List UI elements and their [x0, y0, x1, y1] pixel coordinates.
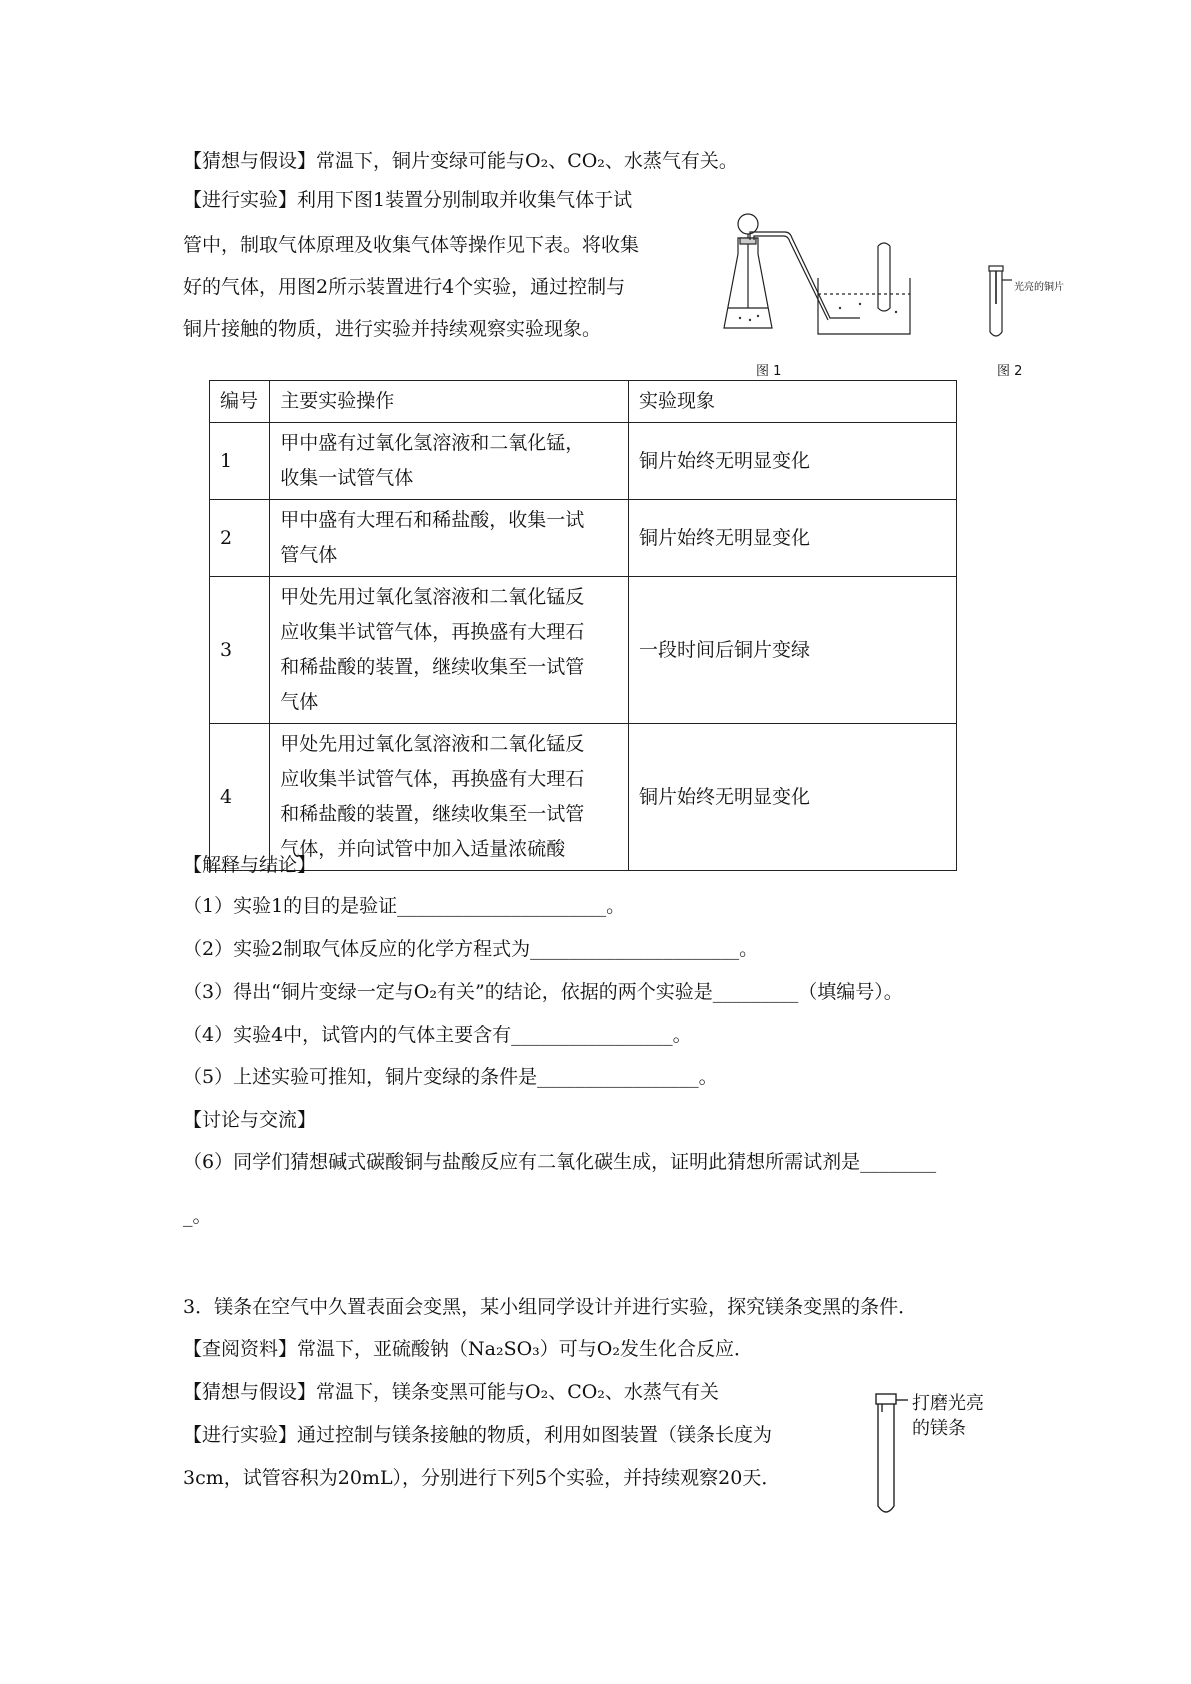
problem-3-intro: 3．镁条在空气中久置表面会变黑，某小组同学设计并进行实验，探究镁条变黑的条件．	[183, 1296, 918, 1318]
header-result: 实验现象	[628, 381, 956, 423]
question-6-line-2: _。	[183, 1205, 212, 1227]
experiment-line-4: 铜片接触的物质，进行实验并持续观察实验现象。	[183, 318, 602, 340]
row-result: 铜片始终无明显变化	[628, 724, 956, 871]
op-line: 气体	[280, 691, 319, 713]
row-result: 铜片始终无明显变化	[628, 500, 956, 577]
experiment-table	[209, 380, 957, 871]
op-line: 应收集半试管气体，再换盛有大理石	[280, 768, 585, 790]
experiment-line-3: 好的气体，用图2所示装置进行4个实验，通过控制与	[183, 276, 626, 298]
table-row	[210, 500, 957, 577]
question-1: （1）实验1的目的是验证______________________。	[183, 895, 626, 917]
figure-1-caption: 图 1	[756, 364, 782, 379]
op-line: 收集一试管气体	[280, 467, 414, 489]
row-operation	[270, 577, 629, 724]
figure-2-caption: 图 2	[997, 364, 1023, 379]
magnesium-label-line-1: 打磨光亮	[912, 1393, 984, 1414]
discussion-heading: 【讨论与交流】	[183, 1109, 317, 1131]
experiment-line-2: 管中，制取气体原理及收集气体等操作见下表。将收集	[183, 234, 640, 256]
op-line: 和稀盐酸的装置，继续收集至一试管	[280, 656, 585, 678]
op-line: 气体，并向试管中加入适量浓硫酸	[280, 838, 566, 860]
problem-3-info: 【查阅资料】常温下，亚硫酸钠（Na₂SO₃）可与O₂发生化合反应．	[183, 1338, 753, 1360]
table-row	[210, 577, 957, 724]
header-no: 编号	[210, 381, 270, 423]
question-5: （5）上述实验可推知，铜片变绿的条件是_________________。	[183, 1066, 718, 1088]
row-result: 铜片始终无明显变化	[628, 423, 956, 500]
figure-2-tube	[984, 264, 1014, 344]
question-6-line-1: （6）同学们猜想碱式碳酸铜与盐酸反应有二氧化碳生成，证明此猜想所需试剂是________	[183, 1151, 937, 1173]
problem-3-experiment-line-1: 【进行实验】通过控制与镁条接触的物质，利用如图装置（镁条长度为	[183, 1424, 773, 1446]
row-operation	[270, 724, 629, 871]
table-header-row	[210, 381, 957, 423]
problem-3-hypothesis: 【猜想与假设】常温下，镁条变黑可能与O₂、CO₂、水蒸气有关	[183, 1381, 719, 1403]
row-no: 4	[210, 724, 270, 871]
row-operation	[270, 500, 629, 577]
op-line: 应收集半试管气体，再换盛有大理石	[280, 621, 585, 643]
figure-1-apparatus	[720, 208, 930, 358]
op-line: 甲中盛有大理石和稀盐酸，收集一试	[280, 509, 585, 531]
question-2: （2）实验2制取气体反应的化学方程式为______________________。	[183, 938, 759, 960]
op-line: 甲处先用过氧化氢溶液和二氧化锰反	[280, 733, 585, 755]
op-line: 甲中盛有过氧化氢溶液和二氧化锰，	[280, 432, 585, 454]
table-row	[210, 423, 957, 500]
table-row	[210, 724, 957, 871]
row-operation	[270, 423, 629, 500]
row-no: 2	[210, 500, 270, 577]
problem-3-experiment-line-2: 3cm，试管容积为20mL），分别进行下列5个实验，并持续观察20天．	[183, 1467, 781, 1489]
op-line: 管气体	[280, 544, 338, 566]
header-operation: 主要实验操作	[270, 381, 629, 423]
row-result: 一段时间后铜片变绿	[628, 577, 956, 724]
conclusion-heading: 【解释与结论】	[183, 854, 317, 876]
experiment-line-1: 【进行实验】利用下图1装置分别制取并收集气体于试	[183, 189, 633, 211]
op-line: 甲处先用过氧化氢溶液和二氧化锰反	[280, 586, 585, 608]
op-line: 和稀盐酸的装置，继续收集至一试管	[280, 803, 585, 825]
row-no: 3	[210, 577, 270, 724]
figure-2-label: 光亮的铜片	[1014, 282, 1064, 293]
row-no: 1	[210, 423, 270, 500]
question-4: （4）实验4中，试管内的气体主要含有_________________。	[183, 1024, 692, 1046]
question-3: （3）得出“铜片变绿一定与O₂有关”的结论，依据的两个实验是_________（填编号）。	[183, 981, 903, 1003]
hypothesis-line: 【猜想与假设】常温下，铜片变绿可能与O₂、CO₂、水蒸气有关。	[183, 150, 738, 172]
magnesium-label-line-2: 的镁条	[912, 1418, 966, 1439]
magnesium-tube-figure	[870, 1392, 910, 1522]
